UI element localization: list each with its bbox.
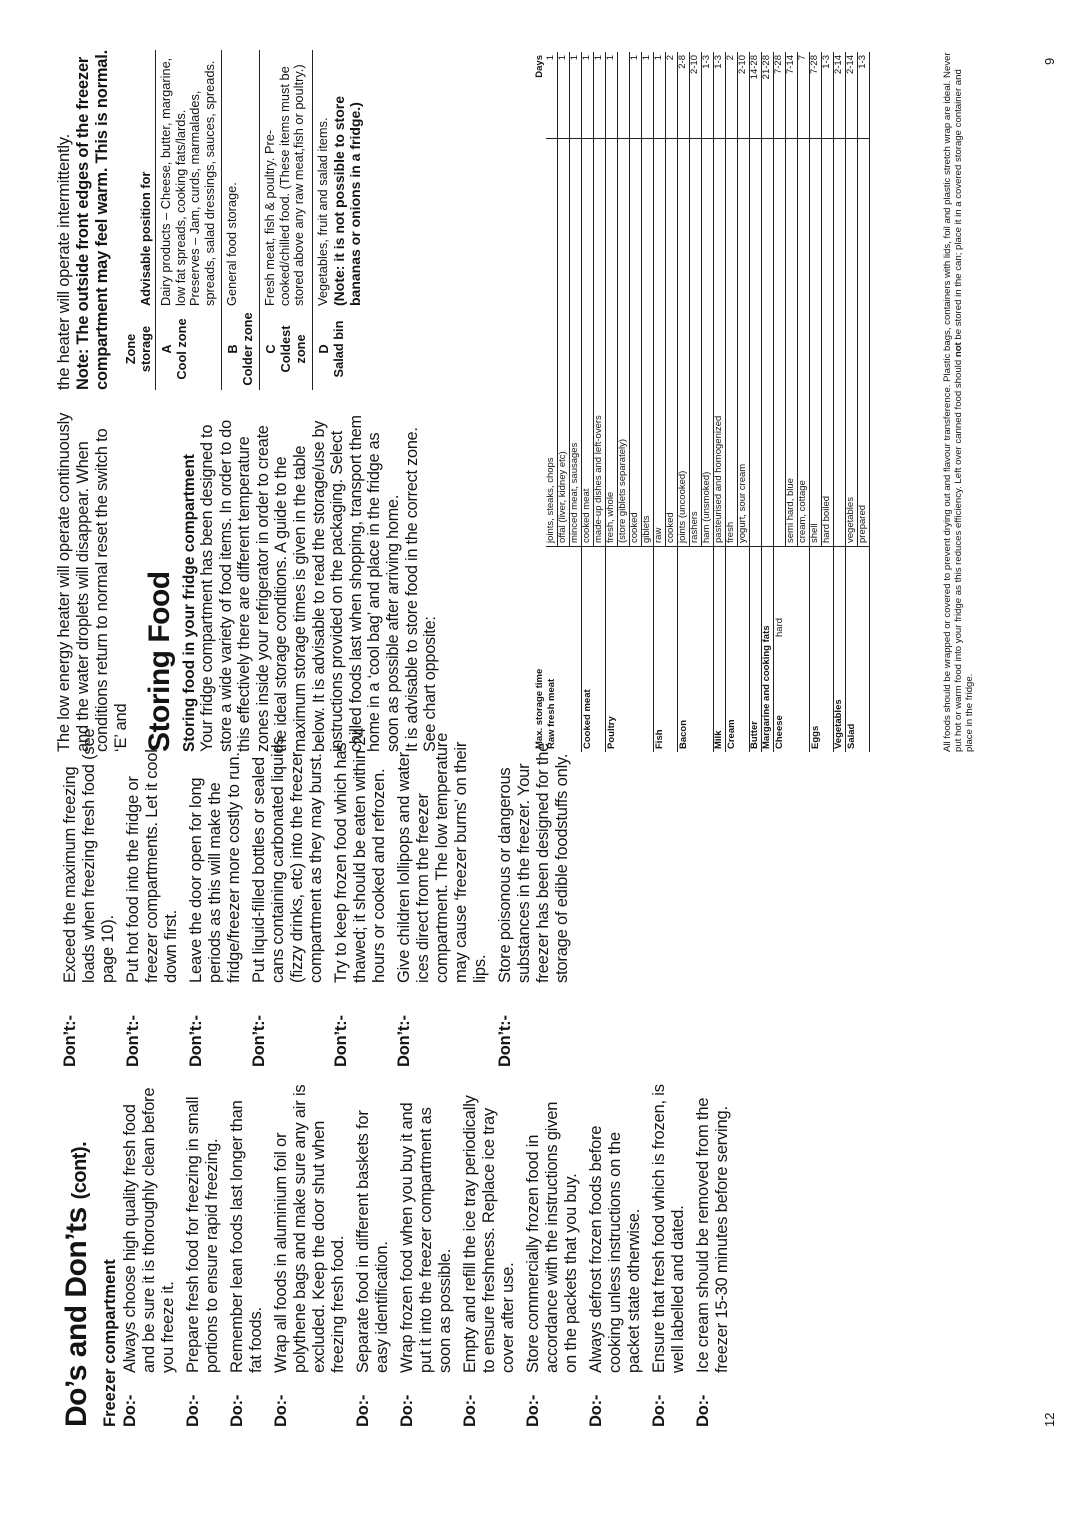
storage-category: Cream — [725, 719, 737, 749]
storage-item: cooked — [666, 139, 678, 547]
dont-item — [496, 727, 572, 1067]
storage-category — [798, 640, 810, 752]
storage-subcategory — [834, 547, 846, 641]
storage-category: Raw fresh meat — [545, 678, 557, 749]
storage-days: 14-28 — [750, 52, 762, 139]
storage-row — [726, 52, 738, 752]
storage-row — [834, 52, 846, 752]
storage-days: 7 — [798, 52, 810, 139]
do-label: Do:- — [587, 1394, 605, 1427]
dont-item — [61, 727, 118, 1067]
storage-category — [822, 640, 834, 752]
storage-category: Vegetables — [834, 640, 846, 752]
storage-row — [666, 52, 678, 752]
storage-item: shell — [810, 139, 822, 547]
storage-item — [762, 139, 774, 547]
storage-row — [582, 52, 594, 752]
dos-list — [121, 1082, 738, 1427]
storing-food-subtitle: Storing food in your fridge compartment — [181, 454, 198, 752]
storage-subcategory — [654, 547, 666, 641]
zone-row — [156, 50, 222, 390]
storage-item: offal (liver, kidney etc) — [558, 139, 570, 547]
do-item — [354, 1082, 392, 1427]
zone-table — [122, 50, 367, 390]
do-item — [121, 1082, 178, 1427]
dont-text: Put hot food into the fridge or freezer compartments. Let it cool down first. — [124, 749, 180, 983]
do-item — [587, 1082, 644, 1427]
do-item — [694, 1082, 732, 1427]
storage-item: fresh, whole — [606, 139, 618, 547]
storage-days: 1 — [642, 52, 654, 139]
donts-list — [61, 727, 578, 1067]
storage-days: 21-28 — [762, 52, 774, 139]
storage-item: cream, cottage — [798, 139, 810, 547]
storage-days: 1-3 — [822, 52, 834, 139]
storage-subcategory — [750, 547, 762, 641]
do-text: Wrap frozen food when you buy it and put it into the freezer compartment as soon as possible. — [398, 1102, 454, 1373]
storage-item: made-up dishes and left-overs — [594, 139, 606, 547]
storage-item: joints (uncooked) — [678, 139, 690, 547]
do-label: Do:- — [228, 1394, 246, 1427]
storage-subcategory — [822, 547, 834, 641]
storage-subcategory — [618, 547, 630, 641]
dont-item — [124, 727, 181, 1067]
storage-days: 1 — [546, 52, 558, 139]
storage-item: hard boiled — [822, 139, 834, 547]
storage-category — [690, 640, 702, 752]
page-number-left: 12 — [1042, 1412, 1057, 1427]
storage-category — [558, 640, 570, 752]
zone-name: Salad bin — [331, 320, 346, 378]
storage-item: rashers — [690, 139, 702, 547]
storage-header-right: Days — [534, 55, 546, 78]
storage-row — [858, 52, 870, 752]
storage-category: Margarine and cooking fats — [762, 547, 774, 753]
storage-category — [642, 640, 654, 752]
storage-row — [678, 52, 690, 752]
storage-row — [810, 52, 822, 752]
storage-category: Bacon — [677, 719, 689, 749]
zone-position-text: Dairy products – Cheese, butter, margarine, low fat spreads, cooking fats/lards. Preserves – Jam, curds, marmalades, spreads, salad dressings, sauces, spreads. — [158, 57, 217, 306]
storage-category — [630, 640, 642, 752]
storage-subcategory — [666, 547, 678, 641]
do-text: Empty and refill the ice tray periodically to ensure freshness. Replace ice tray cover after use. — [461, 1095, 517, 1373]
storage-row — [654, 52, 666, 752]
storage-row — [702, 52, 714, 752]
storage-table-header — [535, 52, 546, 752]
storage-days: 1-3 — [858, 52, 870, 139]
dont-text: Exceed the maximum freezing loads when freezing fresh food (see page 10). — [61, 728, 117, 983]
zone-letter: D — [316, 344, 331, 354]
storage-subcategory — [786, 547, 798, 641]
do-item — [184, 1082, 222, 1427]
dont-item — [395, 727, 490, 1067]
storage-subcategory — [546, 547, 558, 641]
storage-item: vegetables — [846, 139, 858, 547]
storage-days: 1-3 — [702, 52, 714, 139]
dont-label: Don’t:- — [61, 1015, 79, 1067]
storage-days: 7-28 — [774, 52, 786, 139]
storage-category: Fish — [653, 729, 665, 749]
storage-category — [618, 640, 630, 752]
storage-days: 2 — [726, 52, 738, 139]
storage-days: 1 — [582, 52, 594, 139]
storage-item: joints, steaks, chops — [546, 139, 558, 547]
dont-item — [187, 727, 244, 1067]
storage-days: 1 — [570, 52, 582, 139]
do-item — [461, 1082, 518, 1427]
zone-row — [222, 50, 260, 390]
zone-position-text: Fresh meat, fish & poultry. Pre-cooked/chilled food. (These items must be stored above any raw meat,fish or poultry.) — [262, 64, 306, 306]
storage-item: cooked meat — [582, 139, 594, 547]
storage-row — [786, 52, 798, 752]
storage-row — [774, 52, 786, 752]
storage-item: prepared — [858, 139, 870, 547]
storage-subcategory — [594, 547, 606, 641]
dont-label: Don’t:- — [332, 1015, 350, 1067]
storage-row — [606, 52, 618, 752]
intro-text: The low energy heater will operate continuously and the water droplets will disappear. When conditions return to normal reset the switch to ‘E’ and — [55, 412, 130, 752]
storage-item: fresh — [726, 139, 738, 547]
dont-text: Leave the door open for long periods as this will make the fridge/freezer more costly to run. — [187, 752, 243, 983]
storage-item — [834, 139, 846, 547]
storage-subcategory — [846, 547, 858, 641]
do-text: Store commercially frozen food in accordance with the instructions given on the packets that you buy. — [524, 1101, 580, 1373]
storage-item: semi hard, blue — [786, 139, 798, 547]
storage-item: raw — [654, 139, 666, 547]
do-text: Always choose high quality fresh food and be sure it is thoroughly clean before you freeze it. — [121, 1087, 177, 1373]
storage-category: Butter — [750, 640, 762, 752]
do-text: Prepare fresh food for freezing in small portions to ensure rapid freezing. — [184, 1096, 221, 1373]
storage-days: 7-14 — [786, 52, 798, 139]
storage-category — [666, 640, 678, 752]
storage-category — [594, 640, 606, 752]
storage-item — [750, 139, 762, 547]
storage-row — [750, 52, 762, 752]
storage-row — [558, 52, 570, 752]
storage-subcategory — [690, 547, 702, 641]
dont-text: Store poisonous or dangerous substances in the freezer. Your freezer has been designed for the storage of edible foodstuffs only. — [496, 742, 571, 983]
storage-subcategory — [570, 547, 582, 641]
storage-item — [774, 139, 786, 547]
do-text: Ice cream should be removed from the freezer 15-30 minutes before serving. — [694, 1097, 731, 1373]
storage-subcategory — [558, 547, 570, 641]
storage-subcategory — [858, 547, 870, 641]
do-label: Do:- — [398, 1394, 416, 1427]
storage-category: Poultry — [605, 716, 617, 749]
storage-category: Eggs — [809, 725, 821, 749]
storage-row — [798, 52, 810, 752]
do-label: Do:- — [184, 1394, 202, 1427]
dont-item — [332, 727, 389, 1067]
zone-position-text: General food storage. — [224, 182, 239, 306]
storage-item: pasteurised and homogenized — [714, 139, 726, 547]
do-text: Remember lean foods last longer than fat foods. — [228, 1100, 265, 1373]
do-label: Do:- — [524, 1394, 542, 1427]
storage-subcategory — [678, 547, 690, 641]
storage-days — [618, 52, 630, 139]
storage-item: cooked — [630, 139, 642, 547]
storage-row — [690, 52, 702, 752]
storage-row — [714, 52, 726, 752]
dont-text: Put liquid-filled bottles or sealed cans containing carbonated liquids (fizzy drinks, etc) into the freezer compartment as they may burst. — [250, 736, 325, 983]
storage-category — [570, 640, 582, 752]
storage-item: giblets — [642, 139, 654, 547]
storage-days: 2-14 — [834, 52, 846, 139]
storage-days: 1 — [654, 52, 666, 139]
section-subtitle: Freezer compartment — [101, 1259, 119, 1427]
dont-label: Don’t:- — [496, 1015, 514, 1067]
storage-subcategory — [642, 547, 654, 641]
storage-subcategory — [798, 547, 810, 641]
storage-category: Cooked meat — [581, 689, 593, 749]
right-column-2 — [55, 50, 367, 390]
page-number-right: 9 — [1042, 57, 1057, 65]
storage-subcategory — [582, 547, 594, 641]
storage-days: 1 — [630, 52, 642, 139]
storage-subcategory — [810, 547, 822, 641]
storage-days: 2-10 — [690, 52, 702, 139]
storage-days: 7-28 — [810, 52, 822, 139]
footnote: All foods should be wrapped or covered to prevent drying out and flavour transference. Plastic bags, containers with lids, foil and plastic stretch wrap are ideal. Never put hot or warm food into your fridge as this reduces efficiency. Left over canned food should not be stored in the can; place it in a covered storage container and place in the fridge. — [942, 52, 975, 752]
zone-note: (Note: it is not possible to store bananas or onions in a fridge.) — [330, 95, 363, 306]
storage-subcategory — [738, 547, 750, 641]
dont-text: Try to keep frozen food which has thawed; it should be eaten within 24 hours or cooked and refrozen. — [332, 727, 388, 983]
warm-note: Note: The outside front edges of the freezer compartment may feel warm. This is normal. — [74, 49, 111, 390]
storage-subcategory — [714, 547, 726, 641]
zone-letter: B — [225, 344, 240, 354]
storage-row — [762, 52, 774, 752]
storage-days: 1-3 — [714, 52, 726, 139]
zone-letter: C — [263, 344, 278, 354]
do-text: Ensure that fresh food which is frozen, is well labelled and dated. — [650, 1084, 687, 1373]
storage-category: Salad — [845, 723, 857, 749]
storage-row — [642, 52, 654, 752]
storage-item: yogurt, sour cream — [738, 139, 750, 547]
storage-days: 2-14 — [846, 52, 858, 139]
storage-row — [570, 52, 582, 752]
dont-label: Don’t:- — [187, 1015, 205, 1067]
storage-row — [594, 52, 606, 752]
do-item — [524, 1082, 581, 1427]
storage-row — [546, 52, 558, 752]
storage-category: Cheese — [773, 715, 785, 749]
do-label: Do:- — [272, 1394, 290, 1427]
storage-days: 2-10 — [738, 52, 750, 139]
do-label: Do:- — [461, 1394, 479, 1427]
storage-row — [822, 52, 834, 752]
zone-row — [260, 50, 313, 390]
page-title: Do’s and Don’ts (cont). — [60, 1141, 93, 1427]
storage-category — [786, 640, 798, 752]
storing-food-body-2: It is advisable to store food in the correct zone. See chart opposite: — [402, 427, 440, 752]
storage-category — [858, 640, 870, 752]
zone-row — [313, 50, 367, 390]
do-label: Do:- — [694, 1394, 712, 1427]
storage-category: Milk — [714, 640, 726, 752]
do-item — [650, 1082, 688, 1427]
storage-subcategory: hard — [773, 617, 785, 637]
storage-item: minced meat, sausages — [570, 139, 582, 547]
zone-position-text: Vegetables, fruit and salad items. — [315, 117, 330, 306]
do-text: Always defrost frozen foods before cooking unless instructions on the packet state otherwise. — [587, 1125, 643, 1373]
storing-food-title: Storing Food — [143, 571, 176, 752]
storage-subcategory — [702, 547, 714, 641]
right-column-1 — [55, 407, 440, 752]
storage-row — [846, 52, 858, 752]
do-text: Separate food in different baskets for easy identification. — [354, 1110, 391, 1373]
zone-letter: A — [159, 344, 174, 354]
position-header: Advisable position for — [137, 171, 153, 306]
storage-days: 1 — [594, 52, 606, 139]
do-label: Do:- — [650, 1394, 668, 1427]
storage-category — [702, 640, 714, 752]
zone-name: Coldest zone — [278, 325, 308, 373]
dont-label: Don’t:- — [250, 1015, 268, 1067]
storage-header-left: Max. storage time — [534, 668, 546, 749]
zone-name: Colder zone — [240, 312, 255, 386]
storage-row — [630, 52, 642, 752]
dont-label: Don’t:- — [124, 1015, 142, 1067]
do-label: Do:- — [121, 1394, 139, 1427]
storing-food-body: Your fridge compartment has been designed to store a wide variety of food items. In order to do this effectively there are different temperature zones inside your refrigerator in order to create the ideal storage conditions. A guide to the maximum storage times is given in the table below. It is advisable to read the storage/use by instructions provided on the packaging. Select chilled foods last when shopping, transport them home in a ‘cool bag’ and place in the fridge as soon as possible after arriving home. — [198, 415, 402, 752]
do-text: Wrap all foods in aluminium foil or polythene bags and make sure any air is excluded. Keep the door shut when freezing fresh food. — [272, 1084, 347, 1373]
storage-days: 2 — [666, 52, 678, 139]
storage-subcategory — [726, 547, 738, 641]
storage-subcategory — [606, 547, 618, 641]
storage-item: (store giblets separately) — [618, 139, 630, 547]
storage-table — [535, 52, 870, 752]
storage-subcategory — [630, 547, 642, 641]
storage-item: ham (unsmoked) — [702, 139, 714, 547]
storage-row — [738, 52, 750, 752]
intro-continued: the heater will operate intermittently. — [55, 133, 73, 390]
dont-label: Don’t:- — [395, 1015, 413, 1067]
dont-item — [250, 727, 326, 1067]
zone-header: Zone storage — [123, 325, 153, 373]
do-item — [272, 1082, 348, 1427]
storage-days: 2-8 — [678, 52, 690, 139]
storage-days: 1 — [558, 52, 570, 139]
do-item — [398, 1082, 455, 1427]
zone-name: Cool zone — [174, 318, 189, 380]
storage-row — [618, 52, 630, 752]
dont-text: Give children lollipops and water ices direct from the freezer compartment. The low temperature may cause ‘freezer burns’ on their lips. — [395, 732, 489, 983]
do-label: Do:- — [354, 1394, 372, 1427]
do-item — [228, 1082, 266, 1427]
storage-days: 1 — [606, 52, 618, 139]
storage-category — [738, 640, 750, 752]
